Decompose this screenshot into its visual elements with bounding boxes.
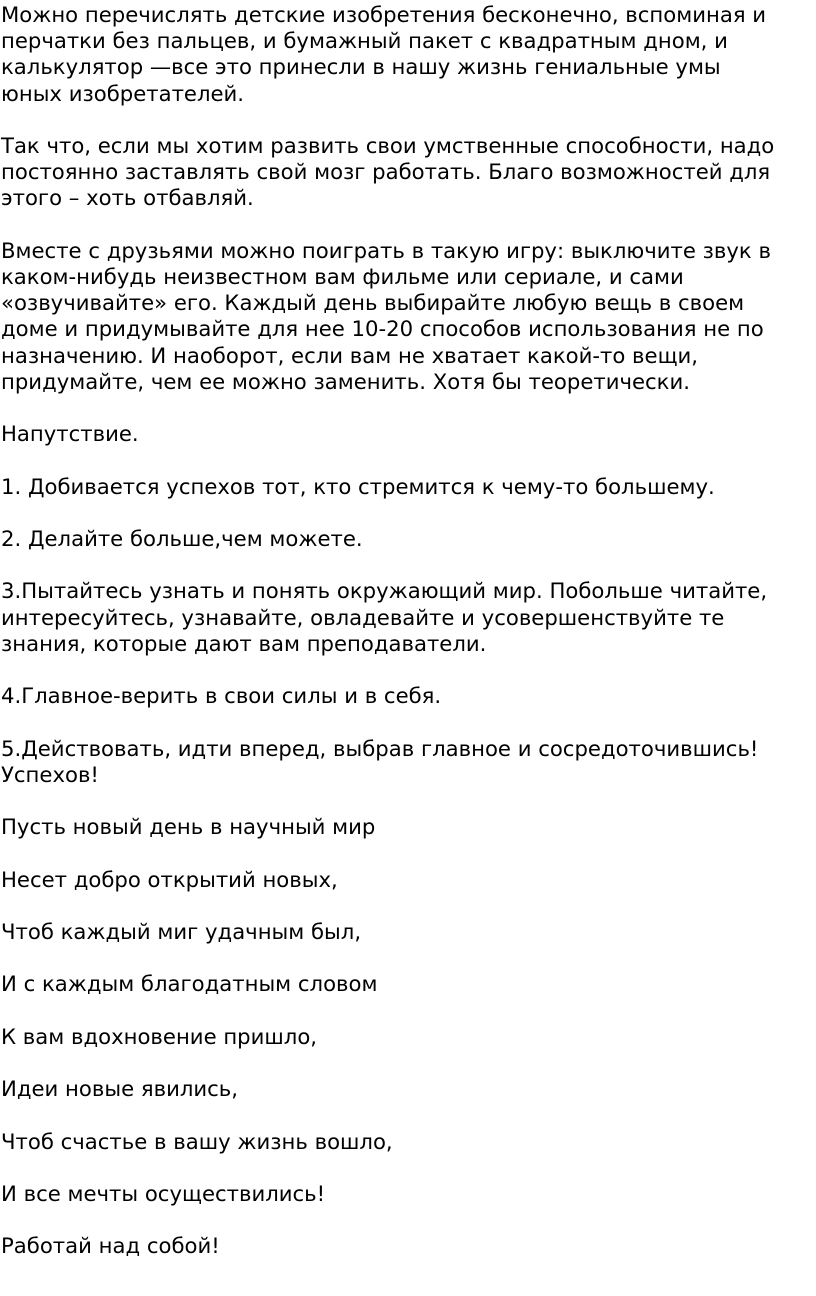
text-line: 3.Пытайтесь узнать и понять окружающий мир. Побольше читайте, [1, 578, 768, 604]
closing-line [1, 1233, 816, 1259]
text-line: 4.Главное-верить в свои силы и в себя. [1, 683, 442, 709]
poem-line: Чтоб каждый миг удачным был, [1, 918, 362, 944]
text-line: 5.Действовать, идти вперед, выбрав главное и сосредоточившись! [1, 735, 759, 761]
paragraph-inventions [1, 0, 816, 107]
text-line: этого – хоть отбавляй. [1, 185, 254, 211]
list-item-5 [1, 736, 816, 788]
poem-line-6 [1, 1076, 816, 1102]
text-line: Вместе с друзьями можно поиграть в такую игру: выключите звук в [1, 237, 771, 263]
text-line: интересуйтесь, узнавайте, овладевайте и усовершенствуйте те [1, 604, 725, 630]
poem-line-2 [1, 867, 816, 893]
list-item-1 [1, 474, 816, 500]
poem-line: И с каждым благодатным словом [1, 971, 378, 997]
text-line: калькулятор —все это принесли в нашу жизнь гениальные умы [1, 54, 721, 80]
paragraph-mental-abilities [1, 133, 816, 212]
poem-line: Несет добро открытий новых, [1, 866, 338, 892]
text-line: Успехов! [1, 761, 99, 787]
text-line: 2. Делайте больше,чем можете. [1, 525, 363, 551]
poem-line: Идеи новые явились, [1, 1076, 239, 1102]
text-line: Можно перечислять детские изобретения бесконечно, вспоминая и [1, 2, 767, 27]
text-line: доме и придумывайте для нее 10-20 способов использования не по [1, 316, 764, 342]
text-line: Так что, если мы хотим развить свои умственные способности, надо [1, 133, 775, 158]
poem-line: Пусть новый день в научный мир [1, 814, 376, 840]
text-line: юных изобретателей. [1, 80, 245, 106]
poem-line-5 [1, 1024, 816, 1050]
heading-text: Напутствие. [1, 421, 139, 447]
poem-line-3 [1, 919, 816, 945]
poem-line: И все мечты осуществились! [1, 1180, 326, 1206]
list-item-3 [1, 578, 816, 657]
poem-line-7 [1, 1129, 816, 1155]
text-line: знания, которые дают вам преподаватели. [1, 630, 487, 656]
poem-line-4 [1, 971, 816, 997]
text-line: 1. Добивается успехов тот, кто стремится к чему-то большему. [1, 473, 715, 499]
heading-farewell [1, 421, 816, 447]
text-line: перчатки без пальцев, и бумажный пакет с квадратным дном, и [1, 28, 728, 54]
text-line: придумайте, чем ее можно заменить. Хотя бы теоретически. [1, 368, 690, 394]
poem-line: Чтоб счастье в вашу жизнь вошло, [1, 1128, 393, 1154]
text-line: «озвучивайте» его. Каждый день выбирайте любую вещь в своем [1, 290, 745, 316]
list-item-2 [1, 526, 816, 552]
poem-line-8 [1, 1181, 816, 1207]
paragraph-game [1, 238, 816, 395]
text-line: назначению. И наоборот, если вам не хватает какой-то вещи, [1, 342, 699, 368]
text-line: постоянно заставлять свой мозг работать. Благо возможностей для [1, 159, 771, 185]
list-item-4 [1, 683, 816, 709]
poem-line: Работай над собой! [1, 1233, 220, 1259]
poem-line-1 [1, 814, 816, 840]
text-line: каком-нибудь неизвестном вам фильме или сериале, и сами [1, 264, 684, 289]
poem-line: К вам вдохновение пришло, [1, 1023, 318, 1049]
